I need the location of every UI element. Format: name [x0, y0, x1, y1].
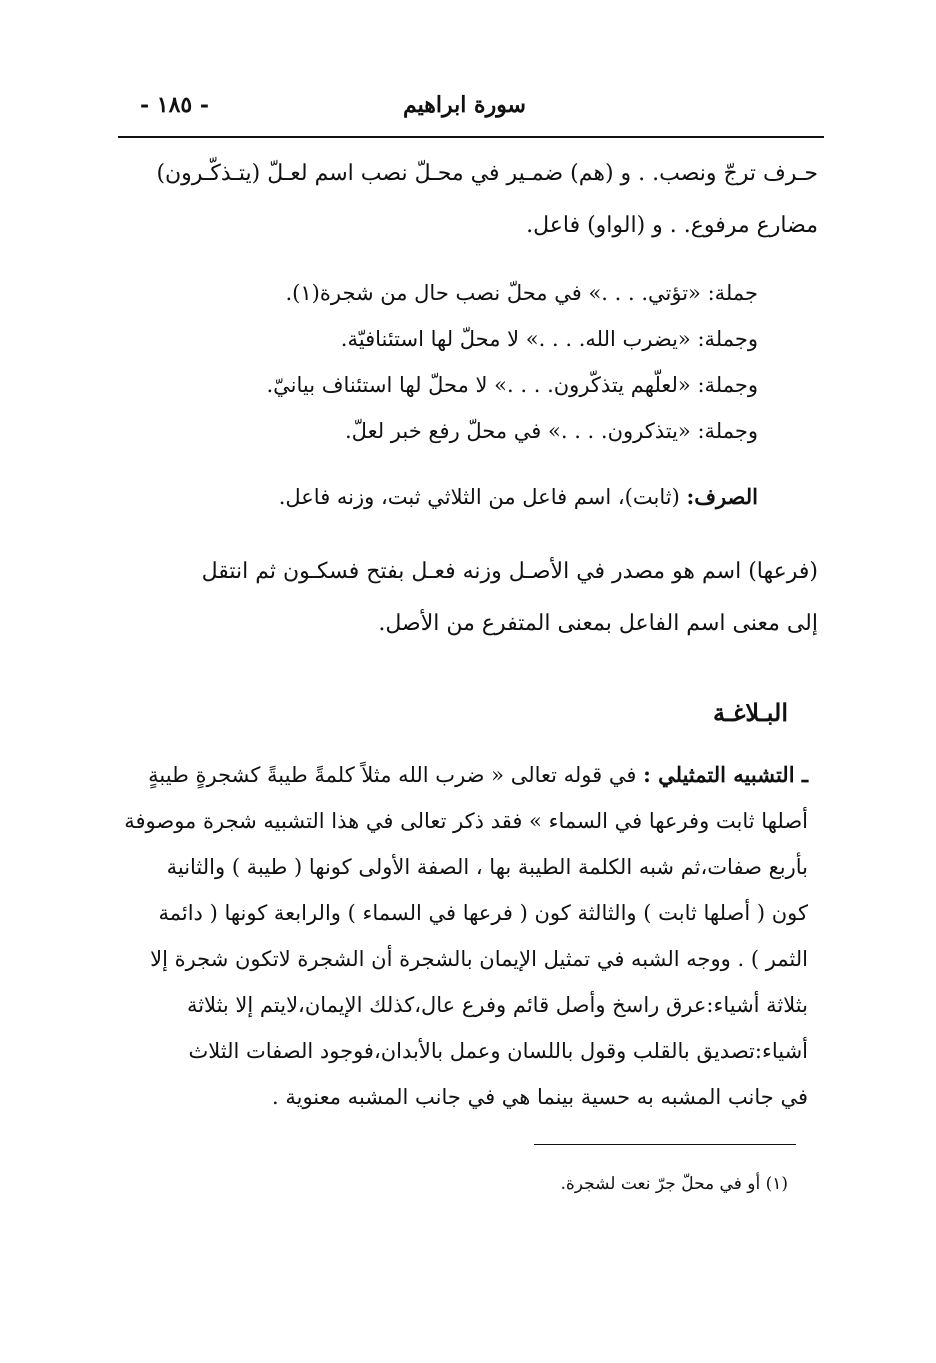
- section-heading: البـلاغـة: [712, 698, 788, 727]
- sarf-label: الصرف:: [686, 484, 758, 509]
- sarf-paragraph: [279, 484, 758, 509]
- root-paragraph: [128, 546, 818, 650]
- paragraph-line: [128, 752, 808, 798]
- sentence-item: وجملة: «يضرب الله. . . .» لا محلّ لها استئنافيّة.: [340, 327, 758, 351]
- paragraph-line: (فرعها) اسم هو مصدر في الأصـل وزنه فعـل بفتح فسكـون ثم انتقل: [201, 559, 818, 584]
- page-title: سورة ابراهيم: [403, 92, 526, 118]
- sentence-list: [266, 270, 758, 454]
- header-divider: [118, 136, 824, 138]
- rhetoric-term: ـ التشبيه التمثيلي :: [643, 762, 808, 787]
- footnote: (١) أو في محلّ جرّ نعت لشجرة.: [560, 1174, 788, 1194]
- grammar-paragraph: [128, 148, 818, 252]
- paragraph-line: أشياء:تصديق بالقلب وقول باللسان وعمل بالأبدان،فوجود الصفات الثلاث: [188, 1039, 808, 1063]
- paragraph-text: في قوله تعالى « ضرب الله مثلاً كلمةً طيبةً كشجرةٍ طيبةٍ: [148, 763, 644, 787]
- sentence-item: وجملة: «يتذكرون. . . .» في محلّ رفع خبر لعلّ.: [345, 419, 758, 443]
- balagha-paragraph: [124, 752, 808, 1120]
- page-header: [140, 92, 816, 132]
- footnote-divider: [534, 1144, 796, 1145]
- paragraph-line: أصلها ثابت وفرعها في السماء » فقد ذكر تعالى في هذا التشبيه شجرة موصوفة: [124, 809, 808, 833]
- paragraph-line: حـرف ترجّ ونصب. . و (هم) ضمـير في محـلّ نصب اسم لعـلّ (يتـذكّـرون): [156, 161, 818, 186]
- paragraph-line: مضارع مرفوع. . و (الواو) فاعل.: [526, 213, 818, 238]
- paragraph-line: كون ( أصلها ثابت ) والثالثة كون ( فرعها في السماء ) والرابعة كونها ( دائمة: [158, 901, 808, 925]
- paragraph-line: بأربع صفات،ثم شبه الكلمة الطيبة بها ، الصفة الأولى كونها ( طيبة ) والثانية: [166, 855, 808, 879]
- paragraph-line: بثلاثة أشياء:عرق راسخ وأصل قائم وفرع عال،كذلك الإيمان،لايتم إلا بثلاثة: [186, 993, 808, 1017]
- paragraph-line: في جانب المشبه به حسية بينما هي في جانب المشبه معنوية .: [271, 1085, 808, 1109]
- sentence-item: جملة: «تؤتي. . . .» في محلّ نصب حال من شجرة(١).: [285, 281, 758, 305]
- page-number: - ١٨٥ -: [140, 92, 210, 118]
- sarf-text: (ثابت)، اسم فاعل من الثلاثي ثبت، وزنه فاعل.: [278, 485, 687, 509]
- sentence-item: وجملة: «لعلّهم يتذكّرون. . . .» لا محلّ لها استئناف بيانيّ.: [266, 373, 758, 397]
- paragraph-line: إلى معنى اسم الفاعل بمعنى المتفرع من الأصل.: [378, 611, 818, 636]
- paragraph-line: الثمر ) . ووجه الشبه في تمثيل الإيمان بالشجرة أن الشجرة لاتكون شجرة إلا: [150, 947, 808, 971]
